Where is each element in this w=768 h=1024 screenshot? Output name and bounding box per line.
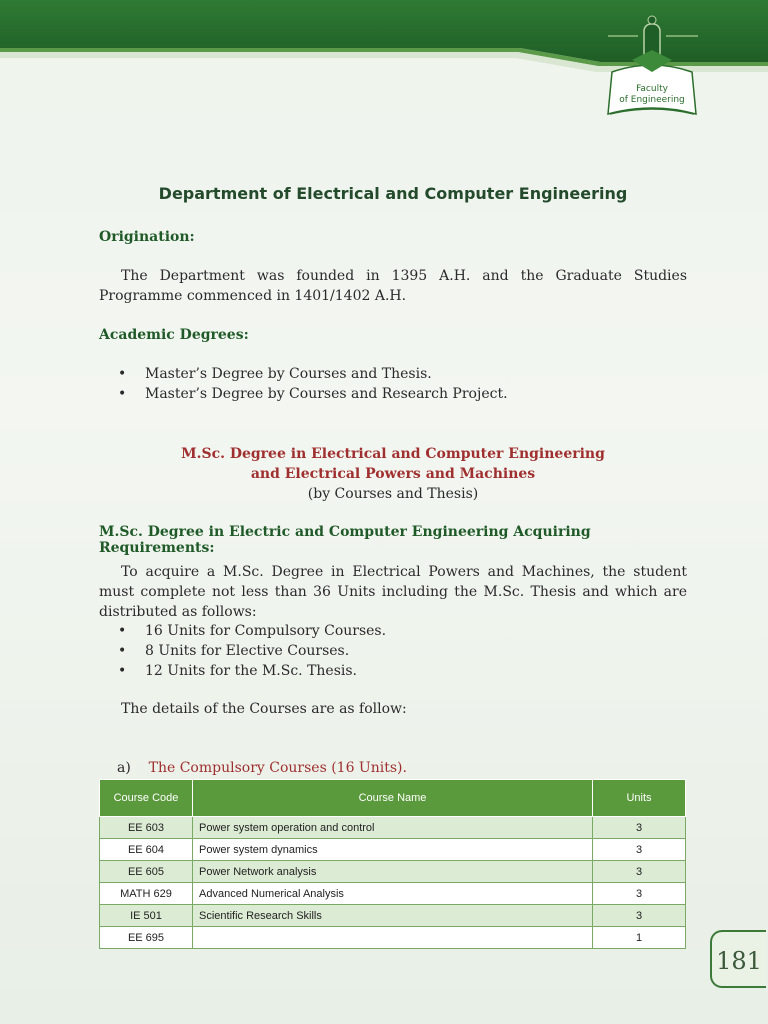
caption-prefix: a) [117, 760, 131, 776]
cell-units: 3 [593, 905, 686, 927]
faculty-line1: Faculty [636, 84, 668, 94]
requirements-list [99, 621, 386, 681]
cell-code: EE 605 [100, 861, 193, 883]
table-caption [117, 760, 407, 776]
cell-units: 3 [593, 861, 686, 883]
table-row [100, 883, 686, 905]
table-row [100, 817, 686, 839]
requirements-text: To acquire a M.Sc. Degree in Electrical Powers and Machines, the student must complete not less than 36 Units including the M.Sc. Thesis and which are distributed as follows: [99, 564, 687, 620]
cell-units: 1 [593, 927, 686, 949]
cell-units: 3 [593, 883, 686, 905]
msc-title-line2: and Electrical Powers and Machines [250, 466, 536, 482]
header-units: Units [593, 780, 686, 817]
requirements-heading: M.Sc. Degree in Electric and Computer Engineering Acquiring Requirements: [99, 524, 591, 556]
header-course-code: Course Code [100, 780, 193, 817]
table-row [100, 861, 686, 883]
list-item: • 12 Units for the M.Sc. Thesis. [145, 661, 386, 681]
cell-units: 3 [593, 817, 686, 839]
cell-code: EE 603 [100, 817, 193, 839]
cell-code: IE 501 [100, 905, 193, 927]
cell-code: EE 604 [100, 839, 193, 861]
academic-degrees-heading: Academic Degrees: [99, 327, 249, 343]
cell-name [193, 927, 593, 949]
cell-name: Advanced Numerical Analysis [193, 883, 593, 905]
academic-degrees-list [99, 364, 508, 404]
cell-name: Scientific Research Skills [193, 905, 593, 927]
cell-name: Power system dynamics [193, 839, 593, 861]
msc-title-block [99, 444, 687, 504]
list-item: • Master’s Degree by Courses and Thesis. [145, 364, 508, 384]
list-item: • 16 Units for Compulsory Courses. [145, 621, 386, 641]
header-course-name: Course Name [193, 780, 593, 817]
cell-name: Power Network analysis [193, 861, 593, 883]
faculty-line2: of Engineering [619, 95, 685, 105]
list-item: • 8 Units for Elective Courses. [145, 641, 386, 661]
cell-code: MATH 629 [100, 883, 193, 905]
cell-units: 3 [593, 839, 686, 861]
list-item: • Master’s Degree by Courses and Research Project. [145, 384, 508, 404]
table-row [100, 839, 686, 861]
table-row [100, 927, 686, 949]
msc-title-line1: M.Sc. Degree in Electrical and Computer Engineering [181, 446, 605, 462]
origination-text: The Department was founded in 1395 A.H. and the Graduate Studies Programme commenced in 1401/1402 A.H. [99, 268, 687, 304]
department-title: Department of Electrical and Computer Engineering [158, 184, 628, 203]
faculty-label [600, 84, 704, 106]
table-row [100, 905, 686, 927]
msc-title-line3: (by Courses and Thesis) [307, 486, 479, 502]
details-text: The details of the Courses are as follow: [121, 701, 407, 717]
caption-title: The Compulsory Courses (16 Units). [148, 760, 407, 776]
cell-name: Power system operation and control [193, 817, 593, 839]
table-header-row [100, 780, 686, 817]
cell-code: EE 695 [100, 927, 193, 949]
faculty-logo-icon [598, 10, 706, 126]
compulsory-courses-table [99, 779, 686, 949]
origination-heading: Origination: [99, 229, 195, 245]
page-number: 181 [710, 930, 766, 988]
